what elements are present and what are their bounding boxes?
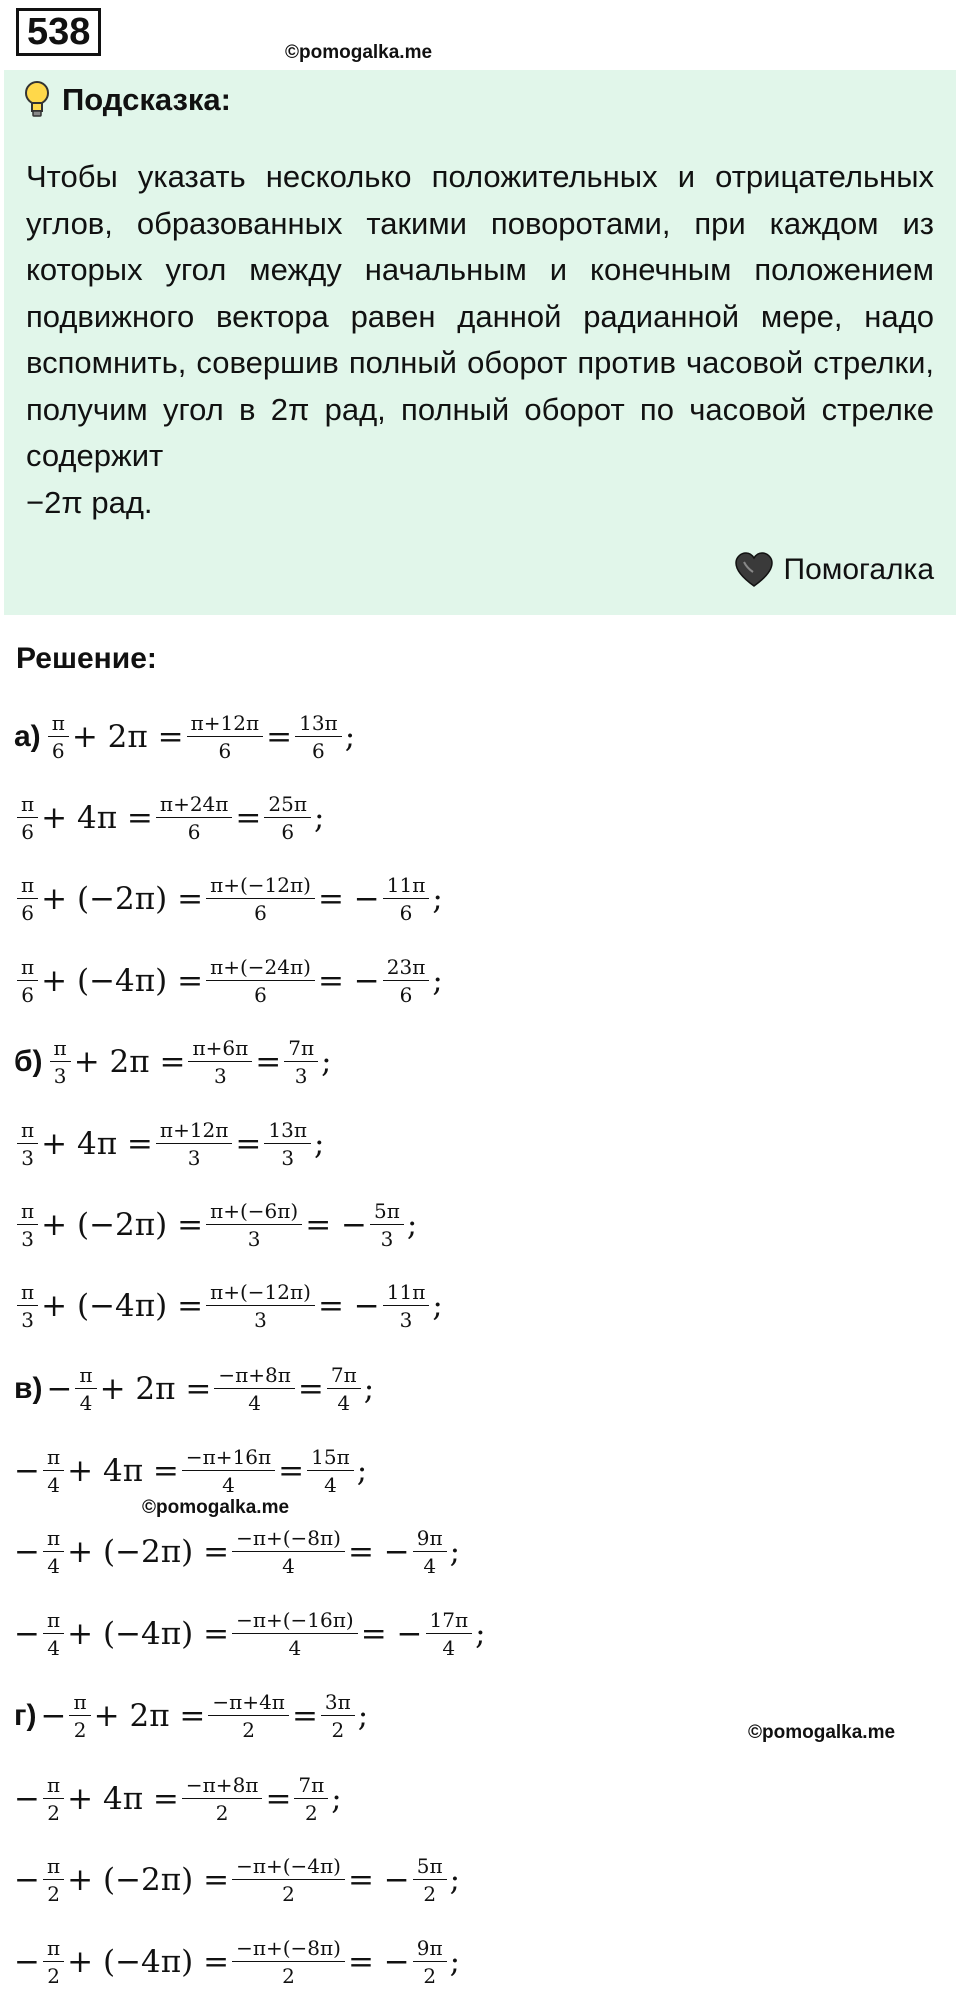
fraction-numerator: π+12π <box>187 711 264 737</box>
equation-text: ; <box>356 1453 368 1489</box>
fraction-numerator: 13π <box>295 711 342 737</box>
equation-text: + 2π = <box>73 1044 186 1080</box>
brand <box>734 552 935 588</box>
equation-line <box>14 946 443 1016</box>
fraction <box>17 792 38 844</box>
fraction <box>43 1608 64 1660</box>
fraction <box>383 1280 430 1332</box>
fraction-denominator: 6 <box>399 901 413 925</box>
fraction-denominator: 3 <box>21 1146 34 1170</box>
equation-text: − <box>14 1781 40 1817</box>
fraction <box>187 711 264 763</box>
fraction <box>43 1854 64 1906</box>
fraction-numerator: 7π <box>294 1773 328 1799</box>
equation-text: ; <box>475 1616 486 1652</box>
fraction <box>413 1936 447 1988</box>
fraction <box>307 1445 354 1497</box>
fraction-denominator: 3 <box>380 1227 394 1251</box>
fraction <box>156 1118 233 1170</box>
fraction-denominator: 2 <box>215 1801 229 1825</box>
task-number: 538 <box>16 8 101 56</box>
fraction-denominator: 2 <box>304 1801 318 1825</box>
fraction-denominator: 3 <box>187 1146 201 1170</box>
equation-text: + 2π = <box>99 1371 212 1407</box>
fraction-numerator: −π+4π <box>208 1690 289 1716</box>
equation-text: − <box>46 1371 73 1407</box>
equation-text: ; <box>357 1698 369 1734</box>
equation-text: = − <box>317 1288 380 1324</box>
equation-text: = − <box>305 1207 368 1243</box>
fraction-denominator: 4 <box>47 1473 60 1497</box>
fraction <box>208 1690 289 1742</box>
equation-text: = <box>266 719 293 755</box>
hint-text-last: −2π рад. <box>26 484 153 520</box>
equation-line <box>14 1517 460 1587</box>
fraction <box>17 873 38 925</box>
fraction-denominator: 6 <box>312 739 325 763</box>
equation-text: − <box>14 1534 40 1570</box>
fraction-numerator: 9π <box>413 1526 447 1552</box>
fraction-numerator: −π+(−4π) <box>232 1854 345 1880</box>
watermark: ©pomogalka.me <box>142 1497 290 1518</box>
fraction-denominator: 6 <box>254 901 267 925</box>
equation-text: ; <box>321 1044 332 1080</box>
fraction-numerator: 7π <box>327 1363 361 1389</box>
equation-text: = − <box>317 963 380 999</box>
fraction <box>206 1199 302 1251</box>
fraction <box>75 1363 96 1415</box>
equation-line <box>14 783 324 853</box>
equation-line <box>14 1845 460 1915</box>
fraction <box>232 1526 345 1578</box>
equation-text: = − <box>347 1944 410 1980</box>
fraction-numerator: π <box>43 1773 64 1799</box>
fraction <box>284 1036 318 1088</box>
fraction-numerator: π <box>17 873 38 899</box>
equation-text: ; <box>432 881 443 917</box>
fraction-numerator: 15π <box>307 1445 354 1471</box>
watermark: ©pomogalka.me <box>285 42 433 63</box>
equation-text: − <box>40 1698 67 1734</box>
watermark: ©pomogalka.me <box>748 1722 896 1743</box>
fraction-denominator: 3 <box>21 1308 34 1332</box>
fraction-numerator: 5π <box>413 1854 447 1880</box>
fraction-denominator: 3 <box>254 1308 267 1332</box>
fraction-denominator: 6 <box>21 901 34 925</box>
equation-text: ; <box>314 1126 325 1162</box>
fraction-numerator: 11π <box>383 873 430 899</box>
fraction <box>413 1854 447 1906</box>
equation-line <box>14 702 355 772</box>
equation-text: = <box>255 1044 282 1080</box>
equation-text: = − <box>347 1862 410 1898</box>
fraction <box>69 1690 90 1742</box>
fraction-denominator: 2 <box>282 1882 295 1906</box>
fraction-numerator: 17π <box>426 1608 473 1634</box>
equation-text: = − <box>317 881 380 917</box>
fraction-numerator: −π+(−16π) <box>232 1608 358 1634</box>
fraction <box>413 1526 447 1578</box>
equation-text: = <box>235 1126 262 1162</box>
equation-text: − <box>14 1944 40 1980</box>
fraction-numerator: −π+8π <box>214 1363 295 1389</box>
fraction-denominator: 2 <box>282 1964 295 1988</box>
equation-text: + (−4π) = <box>67 1616 230 1652</box>
fraction <box>50 1036 71 1088</box>
equation-text: + 4π = <box>67 1453 179 1489</box>
equation-text: + (−4π) = <box>41 963 204 999</box>
fraction-numerator: π <box>48 711 69 737</box>
fraction-denominator: 3 <box>21 1227 34 1251</box>
fraction-numerator: π <box>17 1199 38 1225</box>
equation-text: − <box>14 1453 40 1489</box>
fraction-denominator: 4 <box>324 1473 337 1497</box>
fraction <box>232 1608 358 1660</box>
equation-text: + (−2π) = <box>67 1534 230 1570</box>
fraction <box>327 1363 361 1415</box>
fraction-denominator: 2 <box>331 1718 345 1742</box>
fraction-numerator: −π+(−8π) <box>232 1936 345 1962</box>
fraction-numerator: 5π <box>370 1199 404 1225</box>
equation-text: ; <box>406 1207 418 1243</box>
equation-text: ; <box>449 1862 461 1898</box>
fraction <box>264 792 311 844</box>
equation-text: ; <box>331 1781 342 1817</box>
fraction-denominator: 2 <box>242 1718 256 1742</box>
fraction-numerator: π+12π <box>156 1118 233 1144</box>
fraction-numerator: −π+16π <box>182 1445 275 1471</box>
equation-text: ; <box>314 800 325 836</box>
fraction <box>188 1036 252 1088</box>
equation-line <box>14 1271 443 1341</box>
fraction <box>43 1936 64 1988</box>
fraction <box>43 1773 64 1825</box>
fraction-denominator: 4 <box>288 1636 302 1660</box>
fraction <box>264 1118 311 1170</box>
equation-text: = <box>297 1371 324 1407</box>
fraction-denominator: 4 <box>442 1636 456 1660</box>
fraction-denominator: 4 <box>337 1391 351 1415</box>
equation-text: = − <box>347 1534 410 1570</box>
equation-text: ; <box>432 963 443 999</box>
fraction-numerator: 11π <box>383 1280 430 1306</box>
fraction <box>232 1854 345 1906</box>
fraction <box>43 1445 64 1497</box>
fraction-denominator: 4 <box>79 1391 93 1415</box>
equation-text: ; <box>363 1371 375 1407</box>
equation-text: + 2π = <box>71 719 184 755</box>
fraction-numerator: π <box>69 1690 90 1716</box>
fraction-denominator: 6 <box>281 820 295 844</box>
fraction <box>206 955 315 1007</box>
hint-text <box>26 154 934 526</box>
equation-text: − <box>14 1616 40 1652</box>
fraction <box>214 1363 295 1415</box>
fraction <box>206 873 315 925</box>
equation-text: − <box>14 1862 40 1898</box>
item-label: б) <box>14 1045 43 1078</box>
equation-line <box>14 1190 417 1260</box>
equation-text: + 4π = <box>41 1126 153 1162</box>
fraction <box>43 1526 64 1578</box>
fraction <box>156 792 233 844</box>
fraction-denominator: 6 <box>51 739 65 763</box>
equation-line <box>14 1436 367 1506</box>
fraction-denominator: 2 <box>47 1882 60 1906</box>
equation-text: + 2π = <box>93 1698 206 1734</box>
fraction-numerator: π+(−12π) <box>206 873 315 899</box>
equation-line <box>14 1599 486 1669</box>
fraction <box>370 1199 404 1251</box>
fraction <box>294 1773 328 1825</box>
fraction-denominator: 3 <box>281 1146 295 1170</box>
brand-name: Помогалка <box>783 553 934 586</box>
fraction-denominator: 4 <box>423 1554 437 1578</box>
fraction <box>426 1608 473 1660</box>
equation-text: = <box>278 1453 305 1489</box>
fraction <box>48 711 69 763</box>
fraction-denominator: 4 <box>282 1554 295 1578</box>
fraction-numerator: 9π <box>413 1936 447 1962</box>
fraction <box>17 1118 38 1170</box>
fraction-numerator: π <box>75 1363 96 1389</box>
hint-text-main: Чтобы указать несколько положительных и отрицательных углов, образованных такими поворотами, при каждом из которых угол между начальным и конечным положением подвижного вектора равен данной радианной мере, надо вспомнить, совершив полный оборот против часовой стрелки, получим угол в 2π рад, полный оборот по часовой стрелке содержит <box>26 159 934 473</box>
equation-line <box>14 1354 374 1424</box>
equation-line <box>14 1109 324 1179</box>
fraction-numerator: 23π <box>383 955 430 981</box>
fraction-denominator: 6 <box>254 983 267 1007</box>
fraction-numerator: π+(−6π) <box>206 1199 302 1225</box>
equation-text: + (−4π) = <box>67 1944 230 1980</box>
fraction-numerator: π <box>17 792 38 818</box>
equation-text: = <box>291 1698 318 1734</box>
fraction-denominator: 6 <box>187 820 201 844</box>
fraction-numerator: π <box>43 1526 64 1552</box>
fraction-numerator: π <box>43 1936 64 1962</box>
equation-line <box>14 1681 368 1751</box>
solution-title: Решение: <box>16 642 157 675</box>
equation-text: + 4π = <box>41 800 153 836</box>
fraction-numerator: π <box>43 1608 64 1634</box>
fraction-numerator: 3π <box>321 1690 355 1716</box>
fraction-denominator: 3 <box>213 1064 227 1088</box>
fraction-numerator: π <box>17 1280 38 1306</box>
fraction-numerator: π <box>17 1118 38 1144</box>
fraction-denominator: 2 <box>423 1882 437 1906</box>
fraction-numerator: 25π <box>264 792 311 818</box>
fraction-numerator: π <box>17 955 38 981</box>
fraction-denominator: 2 <box>423 1964 437 1988</box>
fraction-numerator: −π+(−8π) <box>232 1526 345 1552</box>
fraction <box>321 1690 355 1742</box>
fraction-denominator: 4 <box>47 1554 60 1578</box>
hint-header <box>22 80 231 120</box>
equation-text: ; <box>449 1944 461 1980</box>
fraction <box>182 1773 263 1825</box>
fraction-denominator: 4 <box>222 1473 235 1497</box>
fraction <box>383 873 430 925</box>
hint-title: Подсказка: <box>62 82 231 117</box>
equation-line <box>14 1927 460 1997</box>
fraction-numerator: −π+8π <box>182 1773 263 1799</box>
fraction-numerator: π <box>50 1036 71 1062</box>
fraction-denominator: 4 <box>248 1391 261 1415</box>
equation-text: ; <box>449 1534 461 1570</box>
fraction-denominator: 3 <box>399 1308 413 1332</box>
fraction-numerator: π <box>43 1445 64 1471</box>
equation-line <box>14 1027 332 1097</box>
fraction-denominator: 6 <box>399 983 413 1007</box>
fraction <box>17 955 38 1007</box>
item-label: в) <box>14 1372 43 1405</box>
fraction-numerator: π+(−24π) <box>206 955 315 981</box>
fraction-denominator: 3 <box>294 1064 308 1088</box>
fraction-denominator: 4 <box>47 1636 60 1660</box>
fraction-numerator: π+24π <box>156 792 233 818</box>
fraction <box>182 1445 275 1497</box>
fraction <box>206 1280 315 1332</box>
equation-text: + (−2π) = <box>67 1862 230 1898</box>
fraction-numerator: π+(−12π) <box>206 1280 315 1306</box>
fraction <box>383 955 430 1007</box>
fraction <box>232 1936 345 1988</box>
fraction-denominator: 3 <box>247 1227 261 1251</box>
fraction-numerator: 13π <box>264 1118 311 1144</box>
hint-box <box>4 70 956 615</box>
equation-text: = <box>235 800 262 836</box>
equation-text: ; <box>432 1288 443 1324</box>
equation-line <box>14 1764 342 1834</box>
equation-text: = <box>265 1781 292 1817</box>
equation-text: + 4π = <box>67 1781 179 1817</box>
equation-line <box>14 864 443 934</box>
equation-text: + (−2π) = <box>41 1207 204 1243</box>
fraction-denominator: 3 <box>53 1064 67 1088</box>
equation-text: = − <box>360 1616 423 1652</box>
fraction <box>17 1280 38 1332</box>
fraction-numerator: 7π <box>284 1036 318 1062</box>
item-label: г) <box>14 1699 37 1732</box>
fraction-denominator: 2 <box>47 1801 60 1825</box>
heart-icon <box>734 552 774 588</box>
item-label: а) <box>14 720 41 753</box>
fraction-numerator: π <box>43 1854 64 1880</box>
fraction <box>295 711 342 763</box>
lightbulb-icon <box>22 80 52 120</box>
fraction <box>17 1199 38 1251</box>
fraction-denominator: 6 <box>21 820 34 844</box>
equation-text: ; <box>344 719 356 755</box>
fraction-denominator: 2 <box>73 1718 87 1742</box>
fraction-denominator: 6 <box>21 983 34 1007</box>
equation-text: + (−4π) = <box>41 1288 204 1324</box>
fraction-denominator: 2 <box>47 1964 60 1988</box>
equation-text: + (−2π) = <box>41 881 204 917</box>
fraction-numerator: π+6π <box>188 1036 252 1062</box>
fraction-denominator: 6 <box>218 739 232 763</box>
